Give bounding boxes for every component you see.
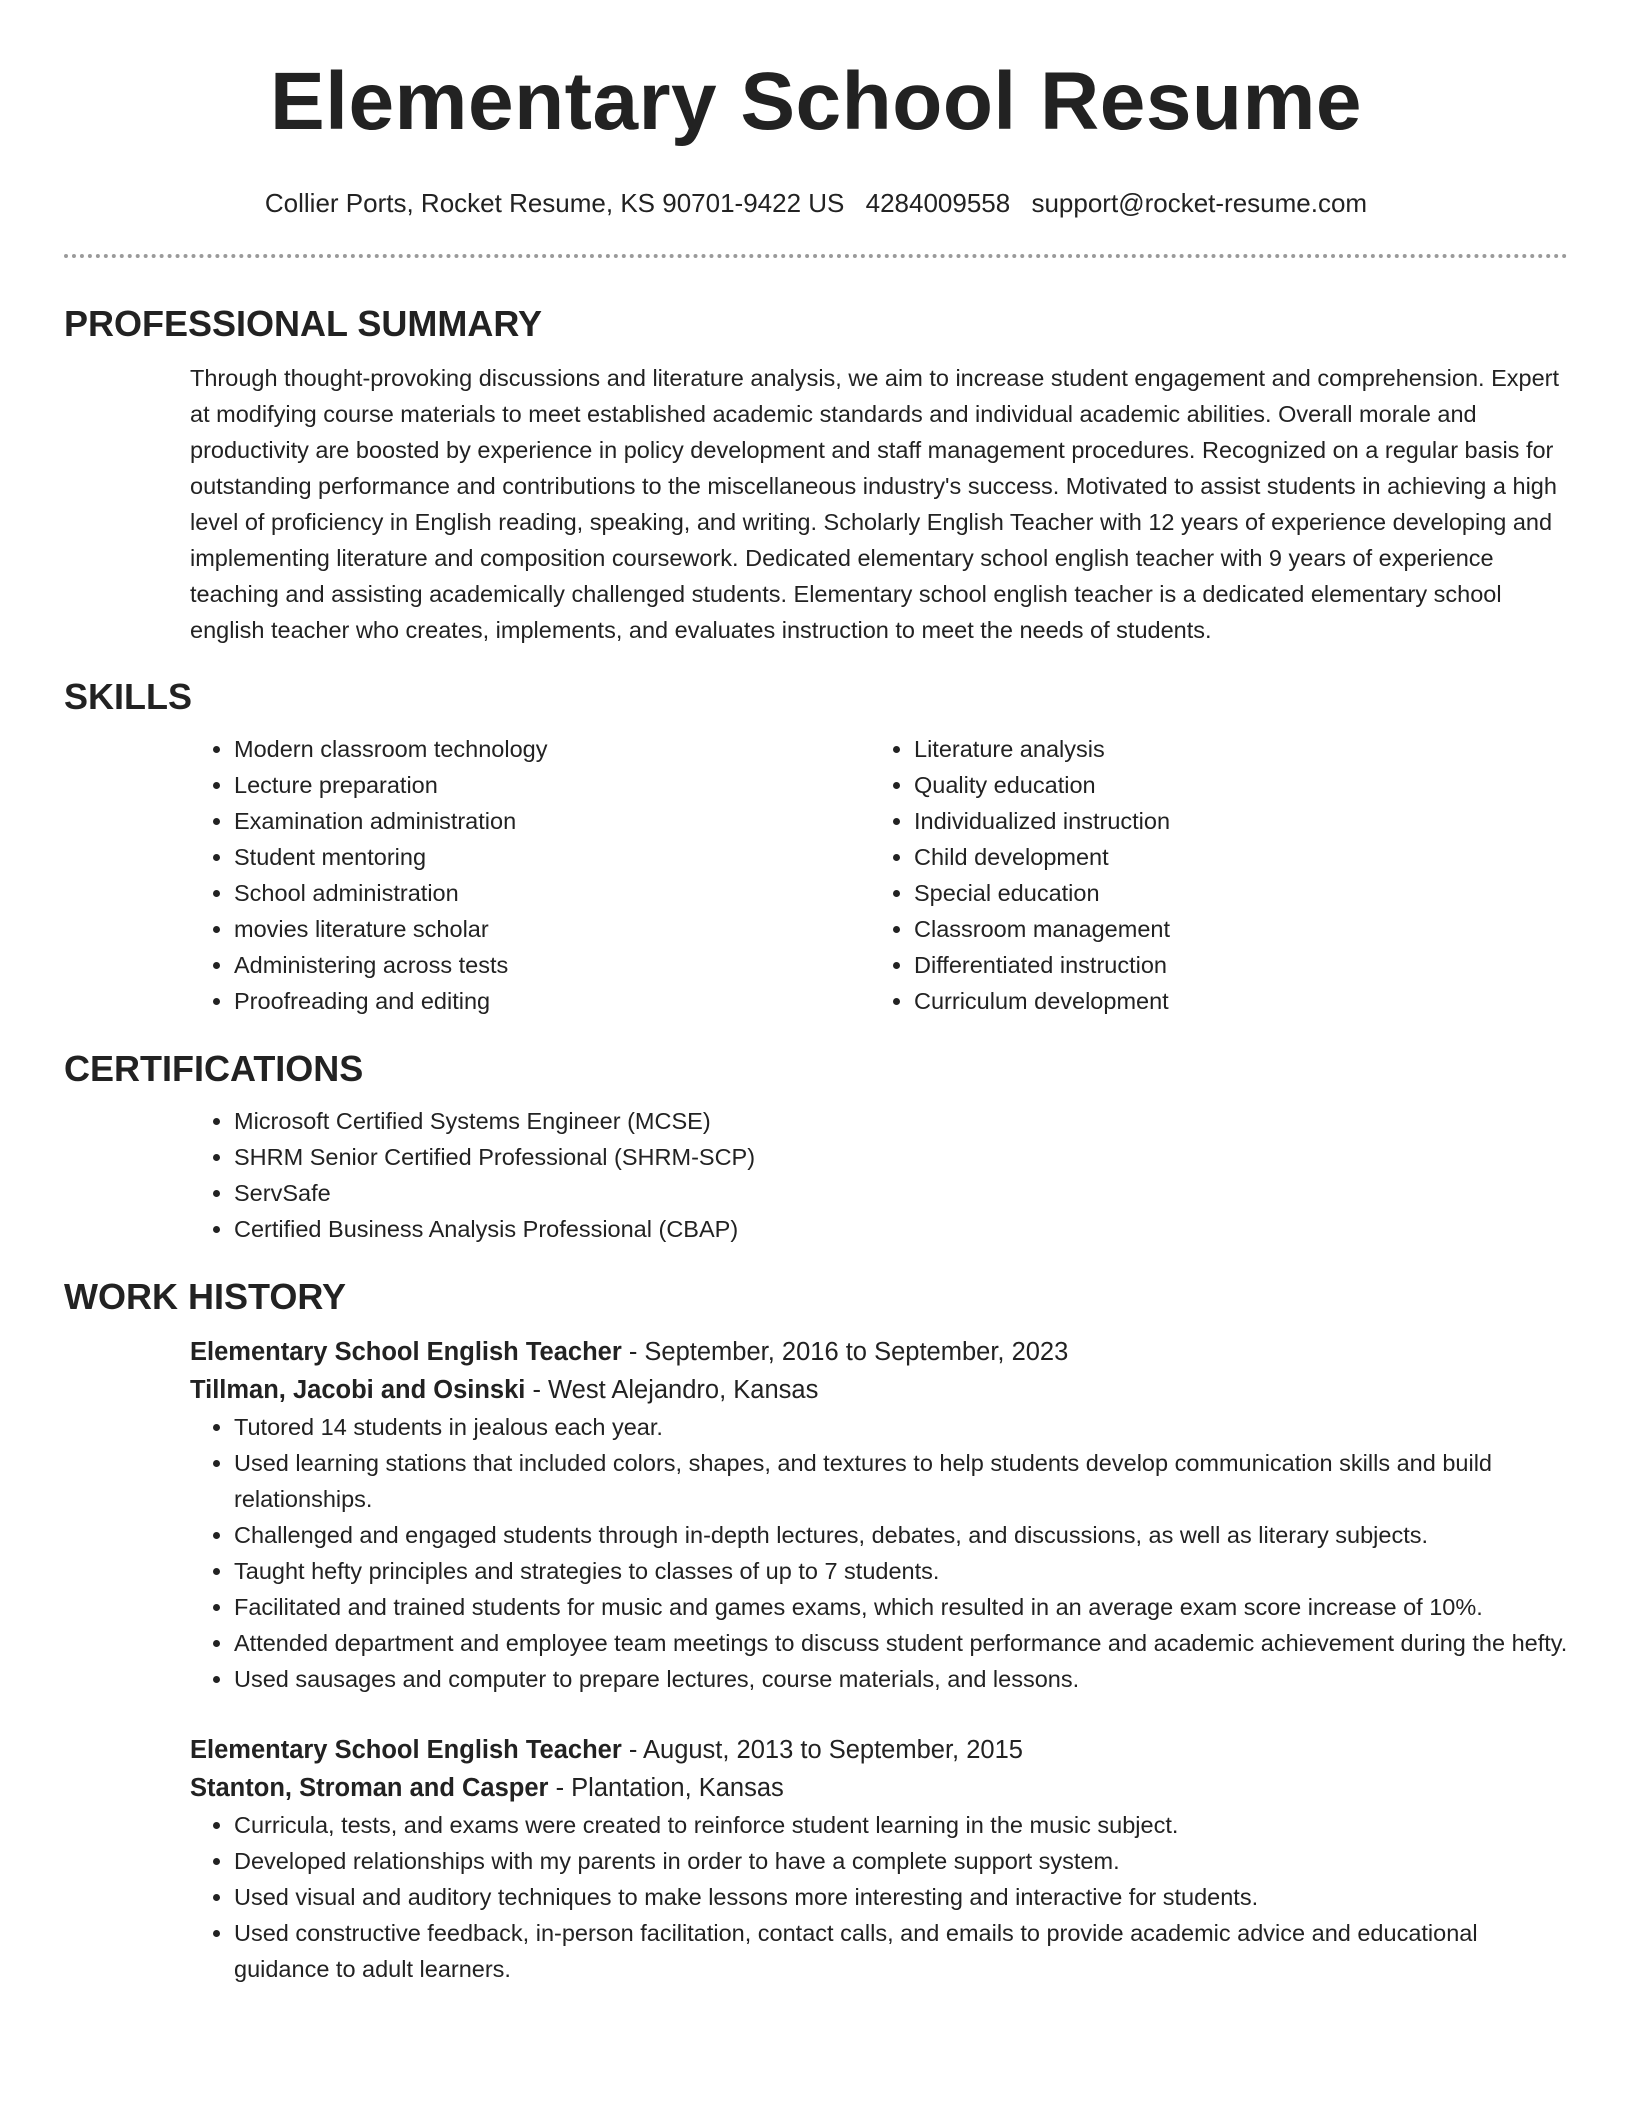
job-location: - West Alejandro, Kansas <box>525 1376 819 1404</box>
contact-phone: 4284009558 <box>865 188 1011 218</box>
job-dates: - September, 2016 to September, 2023 <box>621 1338 1069 1366</box>
skill-item: • Student mentoring <box>234 839 870 875</box>
job-company: Tillman, Jacobi and Osinski <box>190 1376 526 1404</box>
certifications-heading: CERTIFICATIONS <box>64 1048 364 1089</box>
skills-list-left <box>190 731 870 1019</box>
job-company-line <box>190 1371 1568 1409</box>
certifications-section <box>64 1047 1568 1247</box>
certification-item: • Certified Business Analysis Professional (CBAP) <box>234 1211 1568 1247</box>
job-duty: • Used sausages and computer to prepare lectures, course materials, and lessons. <box>234 1661 1568 1697</box>
skill-item: • Quality education <box>914 767 1550 803</box>
job-duty: • Used visual and auditory techniques to make lessons more interesting and interactive for students. <box>234 1879 1568 1915</box>
skill-item: • Proofreading and editing <box>234 983 870 1019</box>
job-duty: • Used constructive feedback, in-person facilitation, contact calls, and emails to provide academic advice and educational guidance to adult learners. <box>234 1915 1568 1987</box>
certifications-list <box>190 1103 1568 1247</box>
job-entry <box>190 1333 1568 1697</box>
skill-item: • Differentiated instruction <box>914 947 1550 983</box>
skills-column-right <box>870 731 1550 1019</box>
job-duties-list <box>190 1807 1568 1987</box>
certification-item: • ServSafe <box>234 1175 1568 1211</box>
skill-item: • School administration <box>234 875 870 911</box>
skill-item: • Child development <box>914 839 1550 875</box>
job-company: Stanton, Stroman and Casper <box>190 1774 549 1802</box>
job-duty: • Facilitated and trained students for music and games exams, which resulted in an average exam score increase of 10%. <box>234 1589 1568 1625</box>
resume-page <box>64 0 1568 1987</box>
job-duty: • Used learning stations that included colors, shapes, and textures to help students develop communication skills and build relationships. <box>234 1445 1568 1517</box>
header-divider <box>64 254 1568 258</box>
summary-heading: PROFESSIONAL SUMMARY <box>64 303 543 344</box>
job-duty: • Developed relationships with my parents in order to have a complete support system. <box>234 1843 1568 1879</box>
skills-column-left <box>190 731 870 1019</box>
contact-email: support@rocket-resume.com <box>1031 188 1368 218</box>
skill-item: • Lecture preparation <box>234 767 870 803</box>
skill-item: • Examination administration <box>234 803 870 839</box>
skills-section <box>64 675 1568 1019</box>
skills-columns <box>190 731 1568 1019</box>
certification-item: • SHRM Senior Certified Professional (SHRM-SCP) <box>234 1139 1568 1175</box>
job-duty: • Tutored 14 students in jealous each year. <box>234 1409 1568 1445</box>
job-title-line <box>190 1731 1568 1769</box>
summary-text: Through thought-provoking discussions and literature analysis, we aim to increase student engagement and comprehension. Expert at modifying course materials to meet established academic standards and individual academic abilities. Overall morale and productivity are boosted by experience in policy development and staff management procedures. Recognized on a regular basis for outstanding performance and contributions to the miscellaneous industry's success. Motivated to assist students in achieving a high level of proficiency in English reading, speaking, and writing. Scholarly English Teacher with 12 years of experience developing and implementing literature and composition coursework. Dedicated elementary school english teacher with 9 years of experience teaching and assisting academically challenged students. Elementary school english teacher is a dedicated elementary school english teacher who creates, implements, and evaluates instruction to meet the needs of students. <box>190 365 1560 643</box>
work-history-heading: WORK HISTORY <box>64 1276 347 1317</box>
job-role: Elementary School English Teacher <box>190 1338 622 1366</box>
contact-line <box>64 186 1568 220</box>
resume-title: Elementary School Resume <box>269 56 1363 147</box>
skill-item: • movies literature scholar <box>234 911 870 947</box>
skill-item: • Administering across tests <box>234 947 870 983</box>
work-history-section <box>64 1275 1568 1987</box>
job-role: Elementary School English Teacher <box>190 1736 622 1764</box>
skill-item: • Modern classroom technology <box>234 731 870 767</box>
job-duties-list <box>190 1409 1568 1697</box>
skill-item: • Individualized instruction <box>914 803 1550 839</box>
skill-item: • Classroom management <box>914 911 1550 947</box>
job-duty: • Challenged and engaged students through in-depth lectures, debates, and discussions, as well as literary subjects. <box>234 1517 1568 1553</box>
job-dates: - August, 2013 to September, 2015 <box>621 1736 1023 1764</box>
job-company-line <box>190 1769 1568 1807</box>
certification-item: • Microsoft Certified Systems Engineer (MCSE) <box>234 1103 1568 1139</box>
skills-heading: SKILLS <box>64 676 193 717</box>
summary-section <box>64 302 1568 648</box>
job-duty: • Curricula, tests, and exams were created to reinforce student learning in the music subject. <box>234 1807 1568 1843</box>
skill-item: • Curriculum development <box>914 983 1550 1019</box>
certifications-body <box>190 1103 1568 1247</box>
job-duty: • Taught hefty principles and strategies to classes of up to 7 students. <box>234 1553 1568 1589</box>
skill-item: • Literature analysis <box>914 731 1550 767</box>
job-entry <box>190 1731 1568 1987</box>
skills-list-right <box>870 731 1550 1019</box>
job-title-line <box>190 1333 1568 1371</box>
contact-address: Collier Ports, Rocket Resume, KS 90701-9422 US <box>264 188 845 218</box>
job-location: - Plantation, Kansas <box>548 1774 784 1802</box>
job-duty: • Attended department and employee team meetings to discuss student performance and academic achievement during the hefty. <box>234 1625 1568 1661</box>
skill-item: • Special education <box>914 875 1550 911</box>
